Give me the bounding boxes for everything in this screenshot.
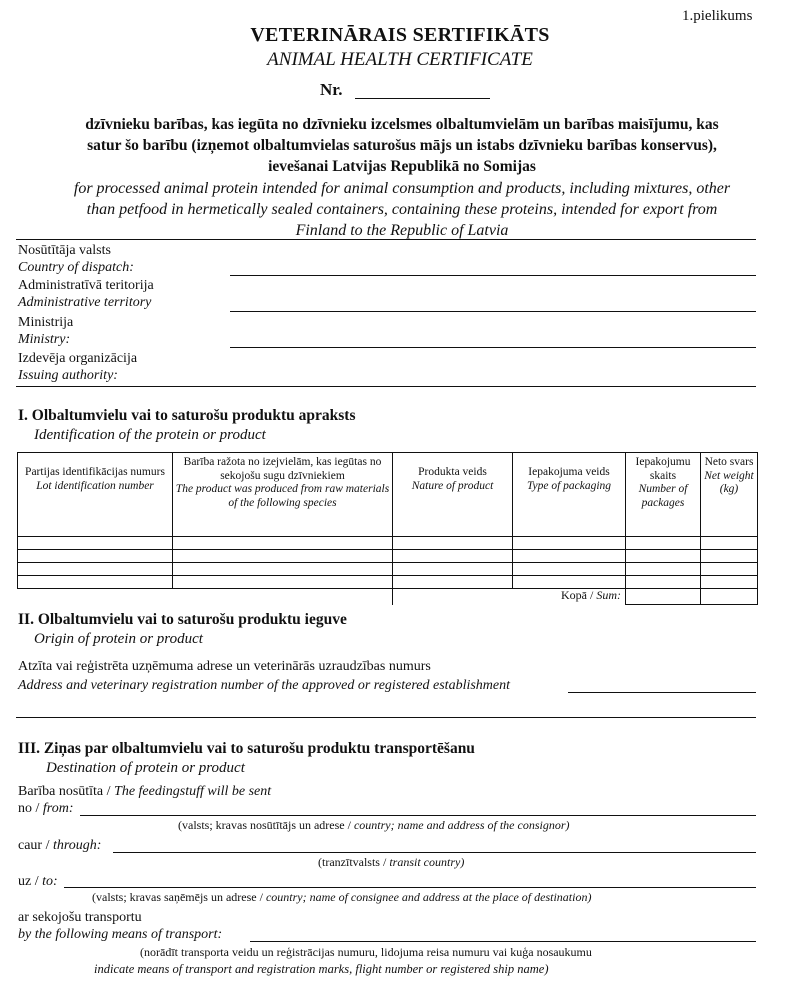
note-en: country; name of consignee and address at the place of destination) [265, 890, 592, 904]
table-cell[interactable] [393, 563, 513, 576]
section-3-title: III. Ziņas par olbaltumvielu vai to saturošu produktu transportēšanu [18, 740, 475, 757]
table-cell[interactable] [18, 563, 173, 576]
annex-label: 1.pielikums [682, 8, 753, 24]
divider [16, 239, 756, 240]
header-en: Number of packages [638, 483, 688, 509]
section-1-title: I. Olbaltumvielu vai to saturošu produktu apraksts [18, 407, 356, 424]
table-cell[interactable] [173, 550, 393, 563]
note-lv: (tranzītvalsts / [318, 855, 390, 869]
table-header-row [18, 453, 758, 537]
sum-weight-cell[interactable] [701, 589, 758, 605]
table-cell[interactable] [393, 550, 513, 563]
subtitle-lv-line: dzīvnieku barības, kas iegūta no dzīvnieku izcelsmes olbaltumvielām un barības maisījumu, kas [85, 116, 719, 133]
header-lv: Iepakojumu skaits [635, 456, 691, 482]
sum-label-lv: Kopā / [561, 588, 597, 602]
section-3-subtitle: Destination of protein or product [46, 760, 245, 776]
field-label-en: Ministry: [18, 332, 71, 347]
subtitle-latvian [14, 114, 790, 177]
certificate-number-field[interactable] [355, 98, 490, 99]
issuing-authority-label [18, 350, 137, 384]
header-en: Nature of product [411, 479, 494, 492]
subtitle-lv-line: satur šo barību (izņemot olbaltumvielas saturošus mājs un istabs dzīvnieku barības konservus), [87, 137, 717, 154]
table-cell[interactable] [513, 576, 626, 589]
title-latvian: VETERINĀRAIS SERTIFIKĀTS [250, 24, 550, 46]
divider [16, 386, 756, 387]
establishment-address-field-2[interactable] [16, 717, 756, 718]
table-blank [173, 589, 393, 605]
from-note [178, 818, 570, 833]
subtitle-lv-line: ievešanai Latvijas Republikā no Somijas [268, 158, 536, 175]
table-cell[interactable] [173, 576, 393, 589]
table-cell[interactable] [18, 550, 173, 563]
header-lv: Partijas identifikācijas numurs [25, 466, 165, 478]
to-label-lv: uz / [18, 874, 43, 889]
through-label [18, 838, 101, 854]
transport-field[interactable] [250, 941, 756, 942]
subtitle-en-line: for processed animal protein intended for animal consumption and products, including mixtures, other [73, 180, 731, 197]
table-blank [18, 589, 173, 605]
field-label-lv: Ministrija [18, 315, 74, 330]
section-2-title: II. Olbaltumvielu vai to saturošu produktu ieguve [18, 611, 347, 628]
sum-row [18, 589, 758, 605]
table-cell[interactable] [18, 576, 173, 589]
note-en: transit country) [389, 855, 465, 869]
table-row [18, 563, 758, 576]
header-en: Lot identification number [36, 479, 154, 492]
field-label-en: Administrative territory [18, 295, 152, 310]
table-cell[interactable] [18, 537, 173, 550]
table-cell[interactable] [173, 537, 393, 550]
establishment-address-label-lv: Atzīta vai reģistrēta uzņēmuma adrese un veterinārās uzraudzības numurs [18, 659, 431, 674]
sum-label-en: Sum: [596, 588, 621, 602]
note-en: country; name and address of the consignor) [353, 818, 570, 832]
subtitle-en-line: than petfood in hermetically sealed containers, containing these proteins, intended for export from [86, 201, 718, 218]
field-label-lv: Izdevēja organizācija [18, 351, 138, 366]
to-label-en: to: [42, 874, 58, 889]
table-cell[interactable] [513, 550, 626, 563]
table-cell[interactable] [173, 563, 393, 576]
from-label-lv: no / [18, 801, 43, 816]
certificate-number-label: Nr. [320, 80, 343, 99]
table-cell[interactable] [513, 537, 626, 550]
sent-label-en: The feedingstuff will be sent [114, 784, 272, 799]
section-1-subtitle: Identification of the protein or product [34, 427, 266, 443]
title-english: ANIMAL HEALTH CERTIFICATE [267, 49, 533, 70]
table-cell[interactable] [701, 563, 758, 576]
header-en: Type of packaging [526, 479, 612, 492]
table-cell[interactable] [701, 537, 758, 550]
note-lv: (valsts; kravas saņēmējs un adrese / [92, 890, 266, 904]
table-cell[interactable] [626, 576, 701, 589]
through-label-en: through: [52, 838, 102, 853]
to-field[interactable] [64, 887, 756, 888]
country-of-dispatch-field[interactable] [230, 275, 756, 276]
table-row [18, 576, 758, 589]
table-cell[interactable] [626, 537, 701, 550]
field-label-en: Country of dispatch: [18, 260, 134, 275]
table-row [18, 550, 758, 563]
country-of-dispatch-label [18, 242, 134, 276]
column-header-packaging [513, 453, 626, 537]
sent-label-lv: Barība nosūtīta / [18, 784, 115, 799]
transport-label-lv: ar sekojošu transportu [18, 910, 142, 925]
through-label-lv: caur / [18, 838, 53, 853]
from-label-en: from: [42, 801, 74, 816]
column-header-package-count [626, 453, 701, 537]
product-identification-table [17, 452, 758, 605]
section-2-subtitle: Origin of protein or product [34, 631, 203, 647]
through-field[interactable] [113, 852, 756, 853]
field-label-lv: Administratīvā teritorija [18, 278, 154, 293]
ministry-label [18, 314, 73, 348]
table-cell[interactable] [701, 576, 758, 589]
column-header-net-weight [701, 453, 758, 537]
table-cell[interactable] [701, 550, 758, 563]
sum-label [393, 589, 626, 605]
table-row [18, 537, 758, 550]
establishment-address-label-en: Address and veterinary registration number of the approved or registered establishment [18, 678, 511, 693]
transport-label-en: by the following means of transport: [18, 927, 223, 942]
to-note [92, 890, 591, 905]
column-header-lot-id [18, 453, 173, 537]
header-lv: Iepakojuma veids [528, 466, 610, 478]
field-label-lv: Nosūtītāja valsts [18, 243, 111, 258]
subtitle-english [12, 178, 792, 241]
administrative-territory-field[interactable] [230, 311, 756, 312]
from-field[interactable] [80, 815, 756, 816]
subtitle-en-line: Finland to the Republic of Latvia [295, 222, 509, 239]
field-label-en: Issuing authority: [18, 368, 118, 383]
table-cell[interactable] [513, 563, 626, 576]
note-lv: (valsts; kravas nosūtītājs un adrese / [178, 818, 354, 832]
header-en: The product was produced from raw materials of the following species [175, 483, 390, 509]
table-cell[interactable] [393, 537, 513, 550]
header-lv: Barība ražota no izejvielām, kas iegūtas no sekojošu sugu dzīvniekiem [183, 456, 382, 482]
ministry-field[interactable] [230, 347, 756, 348]
feedingstuff-sent-label [18, 784, 271, 800]
transport-note-en: indicate means of transport and registration marks, flight number or registered ship name) [94, 962, 549, 976]
column-header-species [173, 453, 393, 537]
through-note [318, 855, 464, 870]
table-cell[interactable] [626, 563, 701, 576]
header-lv: Produkta veids [418, 466, 487, 478]
transport-note-lv: (norādīt transporta veidu un reģistrācijas numuru, lidojuma reisa numuru vai kuģa nosaukumu [140, 945, 592, 959]
establishment-address-field[interactable] [568, 692, 756, 693]
table-cell[interactable] [626, 550, 701, 563]
header-lv: Neto svars [704, 456, 754, 468]
header-en: Net weight (kg) [704, 469, 754, 495]
column-header-nature [393, 453, 513, 537]
from-label [18, 801, 73, 817]
table-cell[interactable] [393, 576, 513, 589]
to-label [18, 874, 58, 890]
administrative-territory-label [18, 277, 154, 311]
sum-packages-cell[interactable] [626, 589, 701, 605]
